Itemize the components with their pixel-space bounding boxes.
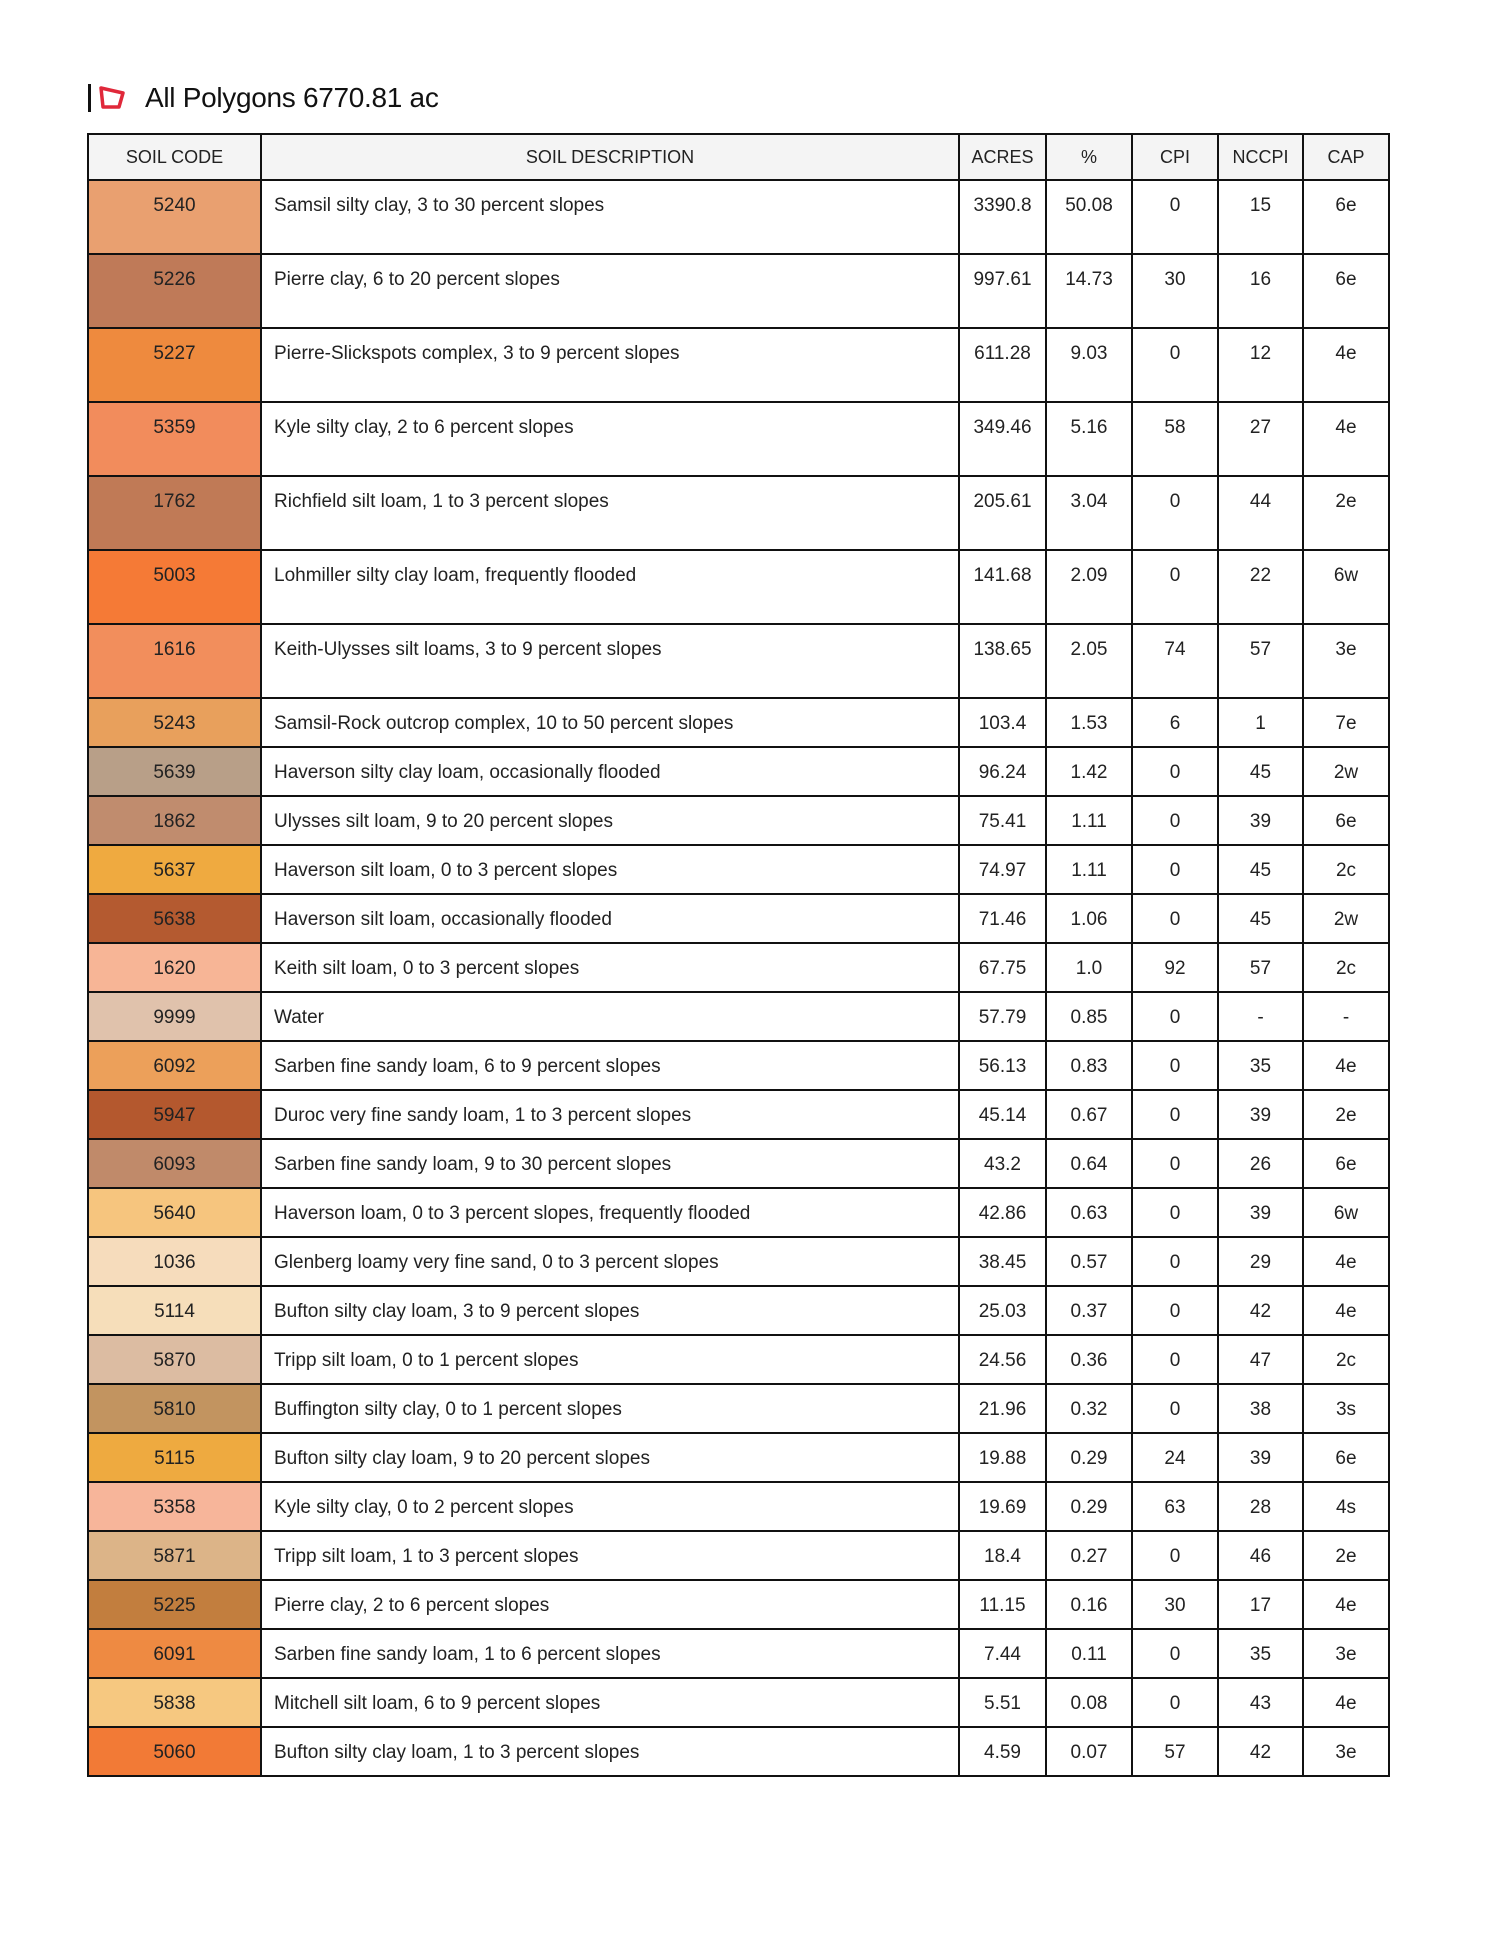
acres-cell: 7.44 [959, 1629, 1046, 1678]
acres-cell: 67.75 [959, 943, 1046, 992]
percent-cell: 2.09 [1046, 550, 1132, 624]
percent-cell: 9.03 [1046, 328, 1132, 402]
soil-description-cell: Sarben fine sandy loam, 1 to 6 percent slopes [261, 1629, 959, 1678]
nccpi-cell: 29 [1218, 1237, 1303, 1286]
table-row [88, 1188, 1389, 1237]
soil-description-cell: Water [261, 992, 959, 1041]
soil-code-cell: 5225 [88, 1580, 261, 1629]
cpi-cell: 74 [1132, 624, 1218, 698]
cpi-cell: 92 [1132, 943, 1218, 992]
table-header-row [88, 134, 1389, 180]
soil-description-cell: Sarben fine sandy loam, 6 to 9 percent slopes [261, 1041, 959, 1090]
cpi-cell: 0 [1132, 796, 1218, 845]
cpi-cell: 0 [1132, 1384, 1218, 1433]
percent-cell: 0.16 [1046, 1580, 1132, 1629]
cap-cell: 4e [1303, 1286, 1389, 1335]
cap-cell: 2e [1303, 476, 1389, 550]
percent-cell: 0.63 [1046, 1188, 1132, 1237]
cap-cell: 2c [1303, 845, 1389, 894]
header-soil-description: SOIL DESCRIPTION [261, 134, 959, 180]
acres-cell: 38.45 [959, 1237, 1046, 1286]
nccpi-cell: 57 [1218, 624, 1303, 698]
table-row [88, 1090, 1389, 1139]
soil-description-cell: Bufton silty clay loam, 9 to 20 percent slopes [261, 1433, 959, 1482]
cap-cell: 3s [1303, 1384, 1389, 1433]
percent-cell: 50.08 [1046, 180, 1132, 254]
acres-cell: 997.61 [959, 254, 1046, 328]
soil-description-cell: Bufton silty clay loam, 3 to 9 percent slopes [261, 1286, 959, 1335]
soil-description-cell: Tripp silt loam, 1 to 3 percent slopes [261, 1531, 959, 1580]
cpi-cell: 0 [1132, 550, 1218, 624]
percent-cell: 1.06 [1046, 894, 1132, 943]
cap-cell: 3e [1303, 624, 1389, 698]
acres-cell: 4.59 [959, 1727, 1046, 1776]
nccpi-cell: 43 [1218, 1678, 1303, 1727]
table-row [88, 1384, 1389, 1433]
soil-description-cell: Duroc very fine sandy loam, 1 to 3 percent slopes [261, 1090, 959, 1139]
table-row [88, 1678, 1389, 1727]
nccpi-cell: 35 [1218, 1629, 1303, 1678]
acres-cell: 3390.8 [959, 180, 1046, 254]
soil-code-cell: 5637 [88, 845, 261, 894]
percent-cell: 3.04 [1046, 476, 1132, 550]
acres-cell: 141.68 [959, 550, 1046, 624]
header-soil-code: SOIL CODE [88, 134, 261, 180]
table-row [88, 624, 1389, 698]
cpi-cell: 0 [1132, 1629, 1218, 1678]
cpi-cell: 0 [1132, 476, 1218, 550]
nccpi-cell: 42 [1218, 1286, 1303, 1335]
soil-description-cell: Pierre clay, 6 to 20 percent slopes [261, 254, 959, 328]
percent-cell: 0.08 [1046, 1678, 1132, 1727]
acres-cell: 25.03 [959, 1286, 1046, 1335]
acres-cell: 56.13 [959, 1041, 1046, 1090]
cap-cell: 6e [1303, 796, 1389, 845]
soil-description-cell: Keith silt loam, 0 to 3 percent slopes [261, 943, 959, 992]
cpi-cell: 0 [1132, 1531, 1218, 1580]
acres-cell: 18.4 [959, 1531, 1046, 1580]
acres-cell: 103.4 [959, 698, 1046, 747]
soil-code-cell: 5947 [88, 1090, 261, 1139]
table-row [88, 1433, 1389, 1482]
cpi-cell: 0 [1132, 328, 1218, 402]
cpi-cell: 0 [1132, 1139, 1218, 1188]
soil-code-cell: 6093 [88, 1139, 261, 1188]
cap-cell: 7e [1303, 698, 1389, 747]
nccpi-cell: 28 [1218, 1482, 1303, 1531]
cap-cell: 4e [1303, 1678, 1389, 1727]
nccpi-cell: 1 [1218, 698, 1303, 747]
cap-cell: 3e [1303, 1727, 1389, 1776]
percent-cell: 0.83 [1046, 1041, 1132, 1090]
cpi-cell: 0 [1132, 1041, 1218, 1090]
percent-cell: 0.11 [1046, 1629, 1132, 1678]
cap-cell: 6e [1303, 1139, 1389, 1188]
cpi-cell: 0 [1132, 992, 1218, 1041]
title-divider [88, 84, 91, 112]
cap-cell: 6e [1303, 1433, 1389, 1482]
page-title: All Polygons 6770.81 ac [145, 82, 439, 113]
cap-cell: 6w [1303, 1188, 1389, 1237]
cap-cell: 4e [1303, 402, 1389, 476]
acres-cell: 19.69 [959, 1482, 1046, 1531]
cap-cell: 2w [1303, 894, 1389, 943]
cpi-cell: 57 [1132, 1727, 1218, 1776]
soil-code-cell: 6091 [88, 1629, 261, 1678]
soil-code-cell: 1862 [88, 796, 261, 845]
percent-cell: 0.37 [1046, 1286, 1132, 1335]
soil-code-cell: 5115 [88, 1433, 261, 1482]
percent-cell: 5.16 [1046, 402, 1132, 476]
cap-cell: 4e [1303, 328, 1389, 402]
nccpi-cell: 46 [1218, 1531, 1303, 1580]
nccpi-cell: 38 [1218, 1384, 1303, 1433]
percent-cell: 0.36 [1046, 1335, 1132, 1384]
soil-code-cell: 5226 [88, 254, 261, 328]
nccpi-cell: 22 [1218, 550, 1303, 624]
percent-cell: 0.64 [1046, 1139, 1132, 1188]
acres-cell: 57.79 [959, 992, 1046, 1041]
soil-code-cell: 5639 [88, 747, 261, 796]
table-row [88, 1531, 1389, 1580]
table-row [88, 698, 1389, 747]
nccpi-cell: 12 [1218, 328, 1303, 402]
soil-description-cell: Buffington silty clay, 0 to 1 percent slopes [261, 1384, 959, 1433]
nccpi-cell: 16 [1218, 254, 1303, 328]
nccpi-cell: 44 [1218, 476, 1303, 550]
nccpi-cell: 45 [1218, 845, 1303, 894]
nccpi-cell: 27 [1218, 402, 1303, 476]
soil-code-cell: 9999 [88, 992, 261, 1041]
soil-description-cell: Samsil-Rock outcrop complex, 10 to 50 percent slopes [261, 698, 959, 747]
cap-cell: 4e [1303, 1237, 1389, 1286]
acres-cell: 96.24 [959, 747, 1046, 796]
cap-cell: 6e [1303, 254, 1389, 328]
soil-code-cell: 5871 [88, 1531, 261, 1580]
soil-description-cell: Haverson silt loam, occasionally flooded [261, 894, 959, 943]
table-row [88, 1629, 1389, 1678]
nccpi-cell: 39 [1218, 1188, 1303, 1237]
cpi-cell: 6 [1132, 698, 1218, 747]
cap-cell: 2c [1303, 1335, 1389, 1384]
cpi-cell: 0 [1132, 1335, 1218, 1384]
table-row [88, 254, 1389, 328]
table-row [88, 796, 1389, 845]
nccpi-cell: 39 [1218, 796, 1303, 845]
table-row [88, 1286, 1389, 1335]
soil-description-cell: Pierre-Slickspots complex, 3 to 9 percent slopes [261, 328, 959, 402]
soil-code-cell: 5359 [88, 402, 261, 476]
nccpi-cell: - [1218, 992, 1303, 1041]
acres-cell: 71.46 [959, 894, 1046, 943]
cpi-cell: 0 [1132, 1678, 1218, 1727]
table-body [88, 180, 1389, 1776]
cap-cell: 2w [1303, 747, 1389, 796]
nccpi-cell: 57 [1218, 943, 1303, 992]
percent-cell: 1.53 [1046, 698, 1132, 747]
header-cpi: CPI [1132, 134, 1218, 180]
soil-code-cell: 5838 [88, 1678, 261, 1727]
soil-code-cell: 5810 [88, 1384, 261, 1433]
acres-cell: 138.65 [959, 624, 1046, 698]
table-row [88, 1041, 1389, 1090]
soil-description-cell: Glenberg loamy very fine sand, 0 to 3 percent slopes [261, 1237, 959, 1286]
acres-cell: 45.14 [959, 1090, 1046, 1139]
soil-description-cell: Haverson silty clay loam, occasionally flooded [261, 747, 959, 796]
acres-cell: 75.41 [959, 796, 1046, 845]
cpi-cell: 0 [1132, 180, 1218, 254]
table-row [88, 894, 1389, 943]
table-row [88, 1580, 1389, 1629]
cpi-cell: 0 [1132, 747, 1218, 796]
cpi-cell: 0 [1132, 1090, 1218, 1139]
soil-code-cell: 5227 [88, 328, 261, 402]
soil-table [87, 133, 1390, 1777]
percent-cell: 1.11 [1046, 796, 1132, 845]
percent-cell: 14.73 [1046, 254, 1132, 328]
soil-code-cell: 5358 [88, 1482, 261, 1531]
soil-code-cell: 5240 [88, 180, 261, 254]
table-row [88, 328, 1389, 402]
nccpi-cell: 42 [1218, 1727, 1303, 1776]
percent-cell: 0.07 [1046, 1727, 1132, 1776]
percent-cell: 2.05 [1046, 624, 1132, 698]
soil-code-cell: 6092 [88, 1041, 261, 1090]
acres-cell: 21.96 [959, 1384, 1046, 1433]
soil-description-cell: Mitchell silt loam, 6 to 9 percent slopes [261, 1678, 959, 1727]
table-row [88, 1139, 1389, 1188]
table-row [88, 1727, 1389, 1776]
soil-description-cell: Pierre clay, 2 to 6 percent slopes [261, 1580, 959, 1629]
percent-cell: 1.0 [1046, 943, 1132, 992]
header-nccpi: NCCPI [1218, 134, 1303, 180]
soil-code-cell: 1620 [88, 943, 261, 992]
soil-description-cell: Sarben fine sandy loam, 9 to 30 percent slopes [261, 1139, 959, 1188]
soil-description-cell: Tripp silt loam, 0 to 1 percent slopes [261, 1335, 959, 1384]
acres-cell: 19.88 [959, 1433, 1046, 1482]
cap-cell: 6w [1303, 550, 1389, 624]
header-percent: % [1046, 134, 1132, 180]
cap-cell: 2c [1303, 943, 1389, 992]
header-acres: ACRES [959, 134, 1046, 180]
table-row [88, 943, 1389, 992]
table-row [88, 1335, 1389, 1384]
cap-cell: 2e [1303, 1531, 1389, 1580]
acres-cell: 349.46 [959, 402, 1046, 476]
soil-code-cell: 1616 [88, 624, 261, 698]
soil-code-cell: 1036 [88, 1237, 261, 1286]
percent-cell: 0.57 [1046, 1237, 1132, 1286]
cpi-cell: 0 [1132, 894, 1218, 943]
cap-cell: 4s [1303, 1482, 1389, 1531]
percent-cell: 0.32 [1046, 1384, 1132, 1433]
cap-cell: 2e [1303, 1090, 1389, 1139]
nccpi-cell: 15 [1218, 180, 1303, 254]
nccpi-cell: 26 [1218, 1139, 1303, 1188]
soil-code-cell: 5243 [88, 698, 261, 747]
acres-cell: 43.2 [959, 1139, 1046, 1188]
soil-code-cell: 5003 [88, 550, 261, 624]
soil-description-cell: Ulysses silt loam, 9 to 20 percent slopes [261, 796, 959, 845]
soil-code-cell: 5060 [88, 1727, 261, 1776]
acres-cell: 205.61 [959, 476, 1046, 550]
soil-description-cell: Lohmiller silty clay loam, frequently flooded [261, 550, 959, 624]
table-row [88, 180, 1389, 254]
nccpi-cell: 47 [1218, 1335, 1303, 1384]
percent-cell: 0.85 [1046, 992, 1132, 1041]
nccpi-cell: 39 [1218, 1433, 1303, 1482]
cap-cell: 4e [1303, 1580, 1389, 1629]
soil-description-cell: Richfield silt loam, 1 to 3 percent slopes [261, 476, 959, 550]
cpi-cell: 30 [1132, 1580, 1218, 1629]
cpi-cell: 0 [1132, 845, 1218, 894]
acres-cell: 611.28 [959, 328, 1046, 402]
cap-cell: 6e [1303, 180, 1389, 254]
acres-cell: 24.56 [959, 1335, 1046, 1384]
cpi-cell: 24 [1132, 1433, 1218, 1482]
header-cap: CAP [1303, 134, 1389, 180]
cap-cell: - [1303, 992, 1389, 1041]
table-row [88, 476, 1389, 550]
cpi-cell: 0 [1132, 1237, 1218, 1286]
nccpi-cell: 35 [1218, 1041, 1303, 1090]
percent-cell: 0.29 [1046, 1482, 1132, 1531]
table-row [88, 747, 1389, 796]
soil-code-cell: 5640 [88, 1188, 261, 1237]
percent-cell: 0.29 [1046, 1433, 1132, 1482]
soil-description-cell: Bufton silty clay loam, 1 to 3 percent slopes [261, 1727, 959, 1776]
acres-cell: 42.86 [959, 1188, 1046, 1237]
cpi-cell: 0 [1132, 1286, 1218, 1335]
cpi-cell: 58 [1132, 402, 1218, 476]
soil-description-cell: Kyle silty clay, 2 to 6 percent slopes [261, 402, 959, 476]
soil-description-cell: Keith-Ulysses silt loams, 3 to 9 percent slopes [261, 624, 959, 698]
nccpi-cell: 39 [1218, 1090, 1303, 1139]
cpi-cell: 0 [1132, 1188, 1218, 1237]
table-row [88, 845, 1389, 894]
table-row [88, 1482, 1389, 1531]
table-row [88, 402, 1389, 476]
soil-description-cell: Kyle silty clay, 0 to 2 percent slopes [261, 1482, 959, 1531]
acres-cell: 74.97 [959, 845, 1046, 894]
cap-cell: 3e [1303, 1629, 1389, 1678]
polygon-icon [97, 85, 127, 111]
table-row [88, 1237, 1389, 1286]
soil-code-cell: 5114 [88, 1286, 261, 1335]
percent-cell: 0.67 [1046, 1090, 1132, 1139]
percent-cell: 1.42 [1046, 747, 1132, 796]
soil-code-cell: 5638 [88, 894, 261, 943]
cap-cell: 4e [1303, 1041, 1389, 1090]
acres-cell: 5.51 [959, 1678, 1046, 1727]
cpi-cell: 63 [1132, 1482, 1218, 1531]
cpi-cell: 30 [1132, 254, 1218, 328]
table-row [88, 550, 1389, 624]
soil-description-cell: Haverson silt loam, 0 to 3 percent slopes [261, 845, 959, 894]
title-bar [88, 80, 439, 116]
nccpi-cell: 45 [1218, 894, 1303, 943]
nccpi-cell: 17 [1218, 1580, 1303, 1629]
soil-code-cell: 5870 [88, 1335, 261, 1384]
acres-cell: 11.15 [959, 1580, 1046, 1629]
nccpi-cell: 45 [1218, 747, 1303, 796]
percent-cell: 1.11 [1046, 845, 1132, 894]
soil-code-cell: 1762 [88, 476, 261, 550]
soil-description-cell: Samsil silty clay, 3 to 30 percent slopes [261, 180, 959, 254]
soil-description-cell: Haverson loam, 0 to 3 percent slopes, frequently flooded [261, 1188, 959, 1237]
percent-cell: 0.27 [1046, 1531, 1132, 1580]
table-row [88, 992, 1389, 1041]
